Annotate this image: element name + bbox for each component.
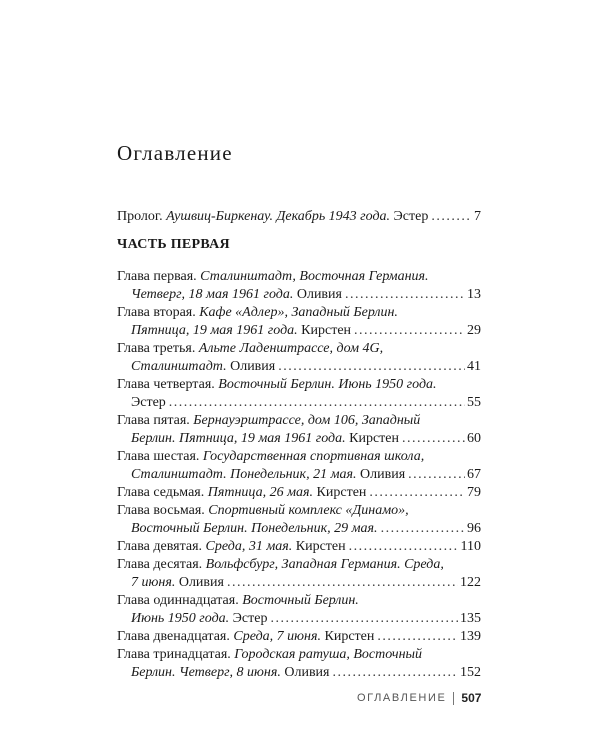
chapter-narrator: Кирстен <box>324 629 375 644</box>
chapter-page: 152 <box>460 665 481 680</box>
leader-dots <box>169 394 465 412</box>
chapter-label: Глава третья. <box>117 341 196 356</box>
chapter-page: 96 <box>467 521 481 536</box>
toc-line <box>117 646 481 664</box>
chapter-page: 13 <box>467 287 481 302</box>
toc-text <box>131 394 166 412</box>
toc-line <box>117 484 481 502</box>
toc-entry-chapter-7 <box>117 484 481 502</box>
toc-entry-chapter-10 <box>117 556 481 592</box>
toc-entry-chapter-8 <box>117 502 481 538</box>
toc-line <box>117 430 481 448</box>
toc-line <box>117 448 481 466</box>
chapter-narrator: Кирстен <box>295 539 346 554</box>
footer-divider <box>453 692 454 705</box>
toc-entry-chapter-4 <box>117 376 481 412</box>
chapter-place: Спортивный комплекс «Динамо», <box>208 503 409 518</box>
leader-dots <box>349 538 459 556</box>
chapter-date: Сталинштадт. Понедельник, 21 мая. <box>131 467 357 482</box>
chapter-label: Глава первая. <box>117 269 197 284</box>
chapter-place: Вольфсбург, Западная Германия. Среда, <box>205 557 444 572</box>
chapter-label: Глава седьмая. <box>117 485 205 500</box>
toc-text <box>131 322 351 340</box>
toc-line <box>117 394 481 412</box>
leader-dots <box>369 484 465 502</box>
chapter-date: Восточный Берлин. Понедельник, 29 мая. <box>131 521 378 536</box>
page-title: Оглавление <box>117 141 233 165</box>
chapter-page: 139 <box>460 629 481 644</box>
chapter-page: 79 <box>467 485 481 500</box>
chapter-label: Глава шестая. <box>117 449 200 464</box>
toc-line <box>117 538 481 556</box>
chapter-place: Государственная спортивная школа, <box>202 449 425 464</box>
leader-dots <box>402 430 465 448</box>
toc-text <box>131 286 342 304</box>
chapter-page: 135 <box>460 611 481 626</box>
chapter-page: 29 <box>467 323 481 338</box>
leader-dots <box>270 610 458 628</box>
chapter-page: 60 <box>467 431 481 446</box>
toc-line <box>117 664 481 682</box>
toc-line <box>117 574 481 592</box>
chapter-label: Глава вторая. <box>117 305 196 320</box>
toc-entry-chapter-11 <box>117 592 481 628</box>
prologue-label: Пролог. <box>117 209 163 224</box>
toc-text <box>117 484 366 502</box>
toc-line <box>117 610 481 628</box>
prologue-place: Аушвиц-Биркенау. Декабрь 1943 года. <box>166 209 391 224</box>
toc-text <box>117 628 374 646</box>
chapter-page: 41 <box>467 359 481 374</box>
chapter-date: Среда, 7 июня. <box>233 629 321 644</box>
chapter-narrator: Оливия <box>284 665 330 680</box>
prologue-name: Эстер <box>393 209 429 224</box>
chapter-date: Берлин. Четверг, 8 июня. <box>131 665 281 680</box>
chapter-place: Городская ратуша, Восточный <box>234 647 423 662</box>
chapter-page: 55 <box>467 395 481 410</box>
toc-entry-chapter-9 <box>117 538 481 556</box>
chapter-place: Восточный Берлин. <box>242 593 359 608</box>
leader-dots <box>345 286 465 304</box>
part-heading: ЧАСТЬ ПЕРВАЯ <box>117 237 230 252</box>
chapter-place: Восточный Берлин. Июнь 1950 года. <box>218 377 437 392</box>
chapter-place: Кафе «Адлер», Западный Берлин. <box>199 305 398 320</box>
chapter-label: Глава четвертая. <box>117 377 215 392</box>
chapter-narrator: Эстер <box>232 611 268 626</box>
toc-text <box>131 430 399 448</box>
toc-line <box>117 502 481 520</box>
toc-entry-prologue <box>117 208 481 226</box>
toc-entry-chapter-13 <box>117 646 481 682</box>
toc-line <box>117 520 481 538</box>
toc-text <box>117 538 346 556</box>
chapter-date: Июнь 1950 года. <box>131 611 230 626</box>
chapter-label: Глава десятая. <box>117 557 203 572</box>
chapter-date: Сталинштадт. <box>131 359 227 374</box>
toc-line <box>117 412 481 430</box>
toc-entry-chapter-1 <box>117 268 481 304</box>
toc-text <box>131 520 378 538</box>
chapter-date: Берлин. Пятница, 19 мая 1961 года. <box>131 431 346 446</box>
chapter-page: 67 <box>467 467 481 482</box>
leader-dots <box>278 358 465 376</box>
toc-entry-chapter-3 <box>117 340 481 376</box>
toc-line <box>117 376 481 394</box>
toc-text <box>131 466 405 484</box>
chapter-narrator: Оливия <box>296 287 342 302</box>
chapter-label: Глава пятая. <box>117 413 190 428</box>
toc-line <box>117 556 481 574</box>
chapter-place: Сталинштадт, Восточная Германия. <box>200 269 429 284</box>
chapter-label: Глава девятая. <box>117 539 203 554</box>
toc-text <box>131 664 330 682</box>
chapter-label: Глава одиннадцатая. <box>117 593 239 608</box>
toc-entry-chapter-6 <box>117 448 481 484</box>
toc-entry-chapter-12 <box>117 628 481 646</box>
chapter-label: Глава тринадцатая. <box>117 647 231 662</box>
toc-line <box>117 322 481 340</box>
chapter-date: Пятница, 26 мая. <box>207 485 314 500</box>
chapter-narrator: Кирстен <box>301 323 352 338</box>
chapter-date: 7 июня. <box>131 575 176 590</box>
running-header: ОГЛАВЛЕНИЕ <box>357 692 447 704</box>
leader-dots <box>408 466 465 484</box>
leader-dots <box>381 520 465 538</box>
chapter-narrator: Оливия <box>178 575 224 590</box>
chapter-place: Бернауэрштрассе, дом 106, Западный <box>193 413 421 428</box>
chapter-page: 110 <box>460 539 481 554</box>
leader-dots <box>227 574 458 592</box>
toc-text <box>117 208 428 226</box>
chapter-place: Альте Ладенштрассе, дом 4G, <box>198 341 384 356</box>
page-footer <box>357 690 481 706</box>
toc-line <box>117 286 481 304</box>
chapter-narrator: Кирстен <box>349 431 400 446</box>
toc-text <box>131 358 275 376</box>
prologue-page: 7 <box>474 209 481 224</box>
toc-entry-chapter-5 <box>117 412 481 448</box>
toc-line <box>117 628 481 646</box>
toc-entry-chapter-2 <box>117 304 481 340</box>
chapter-date: Среда, 31 мая. <box>205 539 293 554</box>
chapter-label: Глава двенадцатая. <box>117 629 230 644</box>
chapter-label: Глава восьмая. <box>117 503 205 518</box>
chapter-narrator: Оливия <box>230 359 276 374</box>
chapter-date: Четверг, 18 мая 1961 года. <box>131 287 294 302</box>
toc-line <box>117 466 481 484</box>
toc-text <box>131 574 224 592</box>
toc-line <box>117 208 481 226</box>
leader-dots <box>377 628 458 646</box>
page-number: 507 <box>461 691 482 705</box>
chapter-narrator: Кирстен <box>316 485 367 500</box>
chapter-narrator: Оливия <box>360 467 406 482</box>
toc-line <box>117 304 481 322</box>
toc-line <box>117 358 481 376</box>
toc-line <box>117 268 481 286</box>
toc-line <box>117 340 481 358</box>
toc-text <box>131 610 267 628</box>
leader-dots <box>431 208 472 226</box>
toc-line <box>117 592 481 610</box>
leader-dots <box>333 664 459 682</box>
chapter-narrator: Эстер <box>131 395 166 410</box>
chapter-date: Пятница, 19 мая 1961 года. <box>131 323 298 338</box>
chapter-page: 122 <box>460 575 481 590</box>
leader-dots <box>354 322 465 340</box>
